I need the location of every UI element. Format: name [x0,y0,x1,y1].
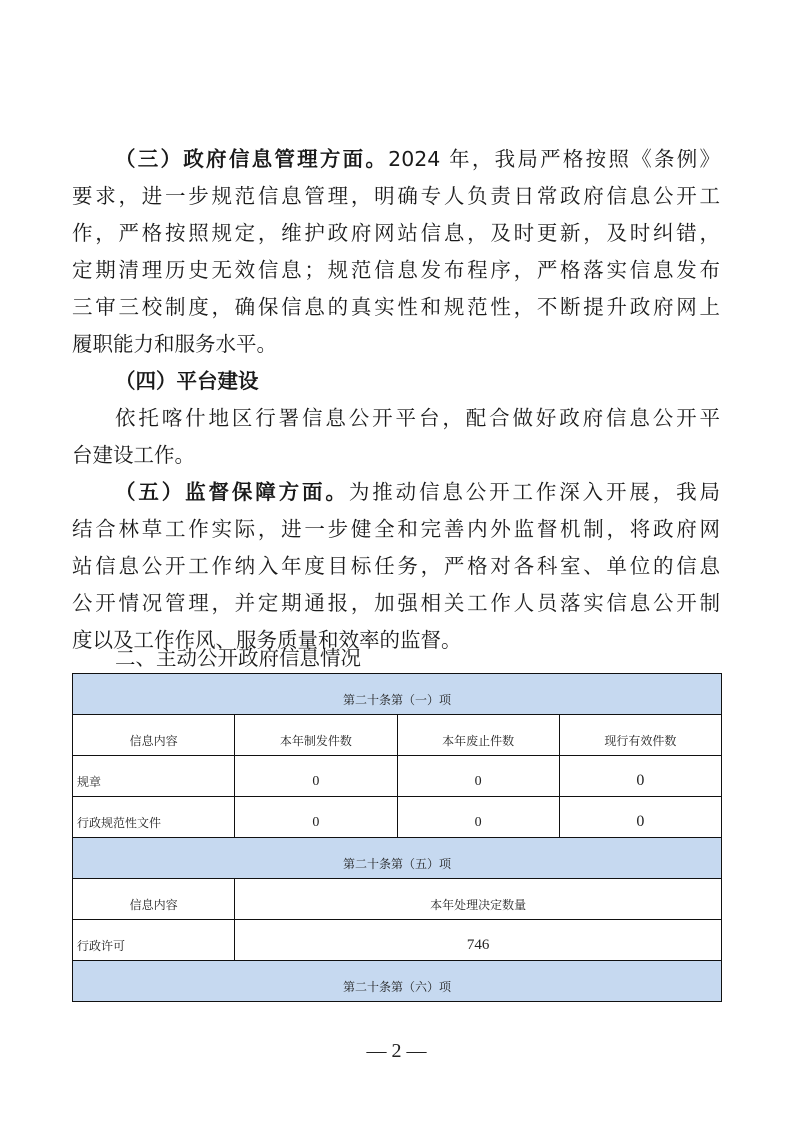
column-header: 现行有效件数 [559,715,721,756]
paragraph-line: 结合林草工作实际，进一步健全和完善内外监督机制，将政府网 [72,517,720,541]
section-6-title: 第二十条第（六）项 [73,961,722,1002]
table-cell: 746 [235,920,722,961]
section-4-heading: （四）平台建设 [115,369,259,393]
table-cell: 0 [397,756,559,797]
table-cell: 0 [559,756,721,797]
section-5-line-1 [115,474,720,511]
column-header: 信息内容 [73,715,235,756]
table-cell: 0 [235,756,397,797]
table-section-row [73,838,722,879]
paragraph-line: 度以及工作作风、服务质量和效率的监督。 [72,628,462,652]
table-header-row [73,715,722,756]
section-1-title: 第二十条第（一）项 [73,674,722,715]
paragraph-line: 站信息公开工作纳入年度目标任务，严格对各科室、单位的信息 [72,554,720,578]
table-cell: 0 [559,797,721,838]
section-5-title: 第二十条第（五）项 [73,838,722,879]
paragraph-line: 依托喀什地区行署信息公开平台，配合做好政府信息公开平 [115,406,720,430]
paragraph-line: 要求，进一步规范信息管理，明确专人负责日常政府信息公开工 [72,184,720,208]
table-row [73,920,722,961]
paragraph-line: 作，严格按照规定，维护政府网站信息，及时更新，及时纠错， [72,221,720,245]
paragraph-line: 履职能力和服务水平。 [72,332,277,356]
section-5-heading: （五）监督保障方面。 [115,480,349,504]
section-5-text: 为推动信息公开工作深入开展，我局 [348,480,721,504]
column-header: 信息内容 [73,879,235,920]
table-section-row [73,961,722,1002]
section-3-heading: （三）政府信息管理方面。 [115,147,389,171]
table-cell: 0 [397,797,559,838]
table-section-row [73,674,722,715]
disclosure-table [72,673,722,1002]
paragraph-line: 台建设工作。 [72,443,195,467]
paragraph-line: 三审三校制度，确保信息的真实性和规范性，不断提升政府网上 [72,295,720,319]
column-header: 本年制发件数 [235,715,397,756]
section-3-text: 2024 年，我局严格按照《条例》 [388,147,720,171]
table-cell: 行政许可 [73,920,235,961]
paragraph-line: 公开情况管理，并定期通报，加强相关工作人员落实信息公开制 [72,591,720,615]
column-header: 本年废止件数 [397,715,559,756]
part-2-title: 二、主动公开政府信息情况 [115,646,361,670]
table-header-row [73,879,722,920]
table-cell: 0 [235,797,397,838]
table-cell: 行政规范性文件 [73,797,235,838]
paragraph-line: 定期清理历史无效信息；规范信息发布程序，严格落实信息发布 [72,258,720,282]
page-number: — 2 — [366,1040,427,1062]
table-cell: 规章 [73,756,235,797]
table-row [73,797,722,838]
table-row [73,756,722,797]
section-3-line-1 [115,141,720,178]
column-header: 本年处理决定数量 [235,879,722,920]
